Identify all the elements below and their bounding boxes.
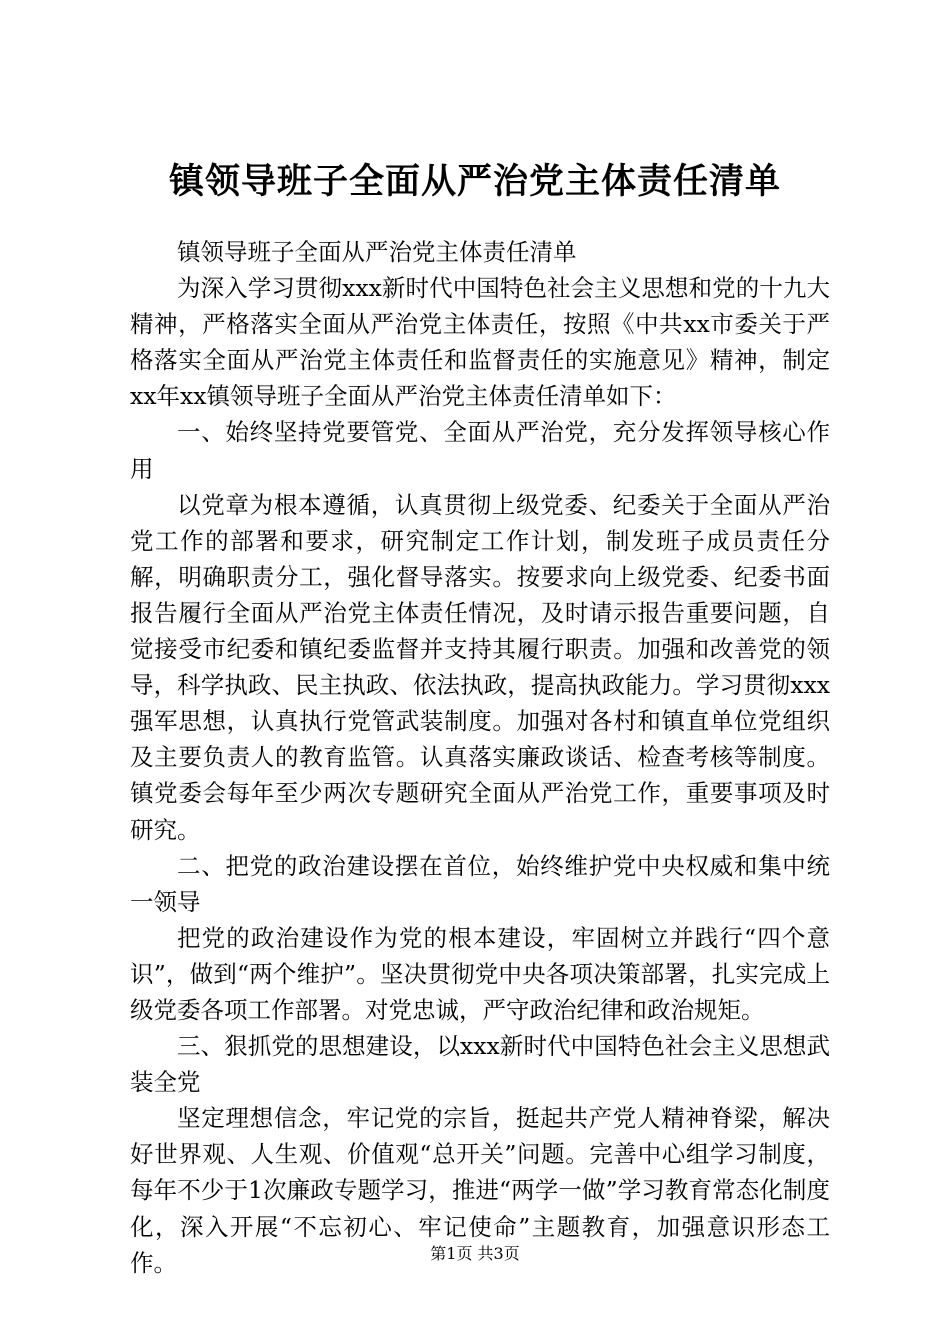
section-heading-3: 三、狠抓党的思想建设，以xxx新时代中国特色社会主义思想武装全党 (130, 1032, 830, 1097)
section-body-2: 把党的政治建设作为党的根本建设，牢固树立并践行“四个意识”，做到“两个维护”。坚决贯彻党中央各项决策部署，扎实完成上级党委各项工作部署。对党忠诚，严守政治纪律和政治规矩。 (130, 923, 830, 1024)
paragraph-intro: 为深入学习贯彻xxx新时代中国特色社会主义思想和党的十九大精神，严格落实全面从严治党主体责任，按照《中共xx市委关于严格落实全面从严治党主体责任和监督责任的实施意见》精神，制定xx年xx镇领导班子全面从严治党主体责任清单如下： (130, 274, 830, 411)
document-title: 镇领导班子全面从严治党主体责任清单 (168, 161, 781, 202)
section-body-1: 以党章为根本遵循，认真贯彻上级党委、纪委关于全面从严治党工作的部署和要求，研究制定工作计划，制发班子成员责任分解，明确职责分工，强化督导落实。按要求向上级党委、纪委书面报告履行全面从严治党主体责任情况，及时请示报告重要问题，自觉接受市纪委和镇纪委监督并支持其履行职责。加强和改善党的领导，科学执政、民主执政、依法执政，提高执政能力。学习贯彻xxx强军思想，认真执行党管武装制度。加强对各村和镇直单位党组织及主要负责人的教育监管。认真落实廉政谈话、检查考核等制度。镇党委会每年至少两次专题研究全面从严治党工作，重要事项及时研究。 (130, 490, 830, 844)
document-body (130, 234, 830, 1281)
section-body-3: 坚定理想信念，牢记党的宗旨，挺起共产党人精神脊梁，解决好世界观、人生观、价值观“总开关”问题。完善中心组学习制度，每年不少于1次廉政专题学习，推进“两学一做”学习教育常态化制度化，深入开展“不忘初心、牢记使命”主题教育，加强意识形态工作。 (130, 1104, 830, 1277)
section-heading-1: 一、始终坚持党要管党、全面从严治党，充分发挥领导核心作用 (130, 418, 830, 483)
paragraph-subtitle: 镇领导班子全面从严治党主体责任清单 (177, 238, 577, 266)
page-footer: 第1页 共3页 (430, 1244, 520, 1263)
section-heading-2: 二、把党的政治建设摆在首位，始终维护党中央权威和集中统一领导 (130, 851, 830, 916)
